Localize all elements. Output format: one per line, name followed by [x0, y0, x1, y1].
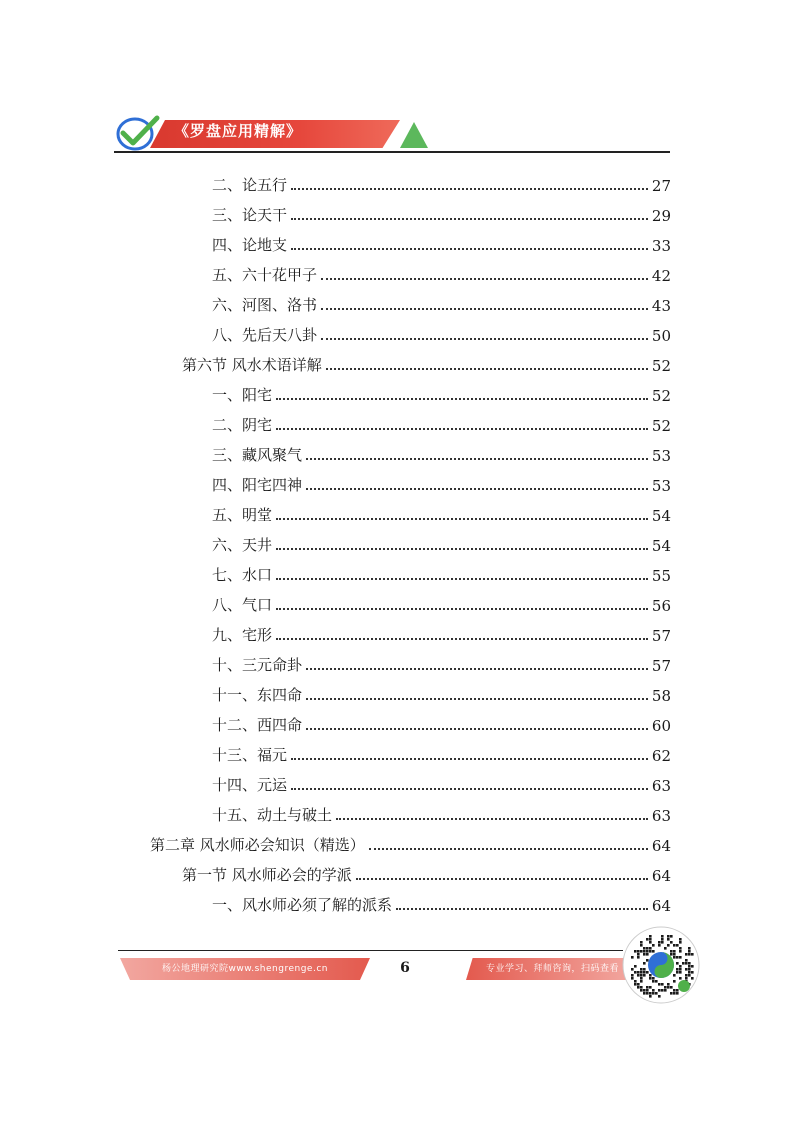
toc-entry-page: 50 — [651, 327, 671, 345]
toc-entry-page: 64 — [651, 837, 671, 855]
toc-dot-leader — [276, 638, 648, 640]
toc-entry-page: 42 — [651, 267, 671, 285]
toc-entry-label: 九、宅形 — [212, 626, 273, 644]
toc-entry-page: 54 — [651, 537, 671, 555]
toc-entry-page: 53 — [651, 447, 671, 465]
toc-entry-label: 八、先后天八卦 — [212, 326, 318, 344]
page-number: 6 — [400, 960, 410, 976]
toc-entry-page: 27 — [651, 177, 671, 195]
toc-entry[interactable] — [212, 435, 671, 465]
toc-dot-leader — [369, 848, 648, 850]
toc-entry-page: 63 — [651, 807, 671, 825]
toc-entry[interactable] — [150, 825, 671, 855]
toc-entry-label: 第一节 风水师必会的学派 — [182, 866, 352, 884]
toc-entry[interactable] — [212, 195, 671, 225]
toc-dot-leader — [336, 818, 648, 820]
toc-entry-label: 二、论五行 — [212, 176, 288, 194]
toc-entry[interactable] — [212, 315, 671, 345]
toc-entry-label: 十四、元运 — [212, 776, 288, 794]
toc-dot-leader — [326, 368, 648, 370]
toc-dot-leader — [276, 518, 648, 520]
toc-dot-leader — [276, 608, 648, 610]
toc-dot-leader — [306, 458, 648, 460]
toc-dot-leader — [291, 188, 648, 190]
toc-entry-label: 十二、西四命 — [212, 716, 303, 734]
toc-entry[interactable] — [212, 675, 671, 705]
toc-entry-label: 第六节 风水术语详解 — [182, 356, 322, 374]
toc-entry-label: 七、水口 — [212, 566, 273, 584]
toc-entry[interactable] — [182, 345, 671, 375]
toc-dot-leader — [306, 728, 648, 730]
toc-entry[interactable] — [212, 645, 671, 675]
qr-code-icon[interactable] — [622, 926, 700, 1004]
toc-dot-leader — [356, 878, 648, 880]
toc-dot-leader — [276, 398, 648, 400]
toc-entry-label: 十五、动土与破土 — [212, 806, 333, 824]
toc-entry-page: 58 — [651, 687, 671, 705]
toc-entry[interactable] — [212, 465, 671, 495]
toc-entry[interactable] — [212, 405, 671, 435]
toc-entry[interactable] — [212, 705, 671, 735]
toc-dot-leader — [291, 758, 648, 760]
toc-entry-label: 十、三元命卦 — [212, 656, 303, 674]
toc-entry-label: 十三、福元 — [212, 746, 288, 764]
toc-entry-page: 62 — [651, 747, 671, 765]
toc-entry[interactable] — [212, 885, 671, 915]
toc-entry-page: 33 — [651, 237, 671, 255]
toc-entry-page: 56 — [651, 597, 671, 615]
toc-entry-page: 55 — [651, 567, 671, 585]
toc-dot-leader — [306, 668, 648, 670]
toc-dot-leader — [321, 338, 648, 340]
toc-entry-label: 六、天井 — [212, 536, 273, 554]
toc-entry-label: 一、阳宅 — [212, 386, 273, 404]
toc-entry-page: 64 — [651, 867, 671, 885]
footer-consult-text: 专业学习、拜师咨询，扫码查看 — [486, 964, 620, 974]
toc-dot-leader — [291, 788, 648, 790]
toc-dot-leader — [276, 548, 648, 550]
toc-entry-page: 63 — [651, 777, 671, 795]
toc-dot-leader — [306, 698, 648, 700]
toc-dot-leader — [291, 218, 648, 220]
toc-dot-leader — [306, 488, 648, 490]
toc-entry[interactable] — [212, 525, 671, 555]
book-title: 《罗盘应用精解》 — [174, 122, 303, 140]
toc-entry[interactable] — [212, 735, 671, 765]
toc-dot-leader — [276, 578, 648, 580]
toc-entry-page: 52 — [651, 387, 671, 405]
toc-entry[interactable] — [212, 165, 671, 195]
banner-triangle-icon — [398, 120, 428, 148]
toc-entry-label: 八、气口 — [212, 596, 273, 614]
toc-entry[interactable] — [212, 255, 671, 285]
toc-entry[interactable] — [212, 375, 671, 405]
toc-entry[interactable] — [212, 285, 671, 315]
toc-entry[interactable] — [212, 585, 671, 615]
toc-entry-label: 五、六十花甲子 — [212, 266, 318, 284]
header-divider — [114, 151, 670, 153]
toc-entry-label: 四、论地支 — [212, 236, 288, 254]
toc-dot-leader — [396, 908, 648, 910]
toc-entry-page: 53 — [651, 477, 671, 495]
toc-dot-leader — [276, 428, 648, 430]
toc-dot-leader — [291, 248, 648, 250]
toc-entry-page: 57 — [651, 657, 671, 675]
toc-entry-label: 五、明堂 — [212, 506, 273, 524]
toc-entry[interactable] — [212, 795, 671, 825]
toc-entry-label: 三、藏风聚气 — [212, 446, 303, 464]
toc-entry[interactable] — [212, 555, 671, 585]
toc-entry[interactable] — [212, 765, 671, 795]
toc-dot-leader — [321, 278, 648, 280]
toc-entry-label: 一、风水师必须了解的派系 — [212, 896, 393, 914]
toc-entry[interactable] — [212, 495, 671, 525]
toc-entry-page: 29 — [651, 207, 671, 225]
toc-entry-page: 52 — [651, 417, 671, 435]
toc-entry-page: 57 — [651, 627, 671, 645]
toc-entry-page: 43 — [651, 297, 671, 315]
toc-entry[interactable] — [212, 615, 671, 645]
toc-entry-page: 60 — [651, 717, 671, 735]
footer-website-text: 杨公地理研究院www.shengrenge.cn — [162, 964, 328, 974]
toc-entry[interactable] — [182, 855, 671, 885]
toc-dot-leader — [321, 308, 648, 310]
footer-divider — [118, 950, 623, 951]
toc-entry-page: 54 — [651, 507, 671, 525]
toc-entry-label: 六、河图、洛书 — [212, 296, 318, 314]
toc-entry-label: 十一、东四命 — [212, 686, 303, 704]
toc-entry[interactable] — [212, 225, 671, 255]
toc-entry-label: 四、阳宅四神 — [212, 476, 303, 494]
toc-entry-label: 三、论天干 — [212, 206, 288, 224]
toc-entry-page: 64 — [651, 897, 671, 915]
toc-entry-label: 第二章 风水师必会知识（精选） — [150, 836, 365, 854]
toc-entry-label: 二、阴宅 — [212, 416, 273, 434]
toc-entry-page: 52 — [651, 357, 671, 375]
